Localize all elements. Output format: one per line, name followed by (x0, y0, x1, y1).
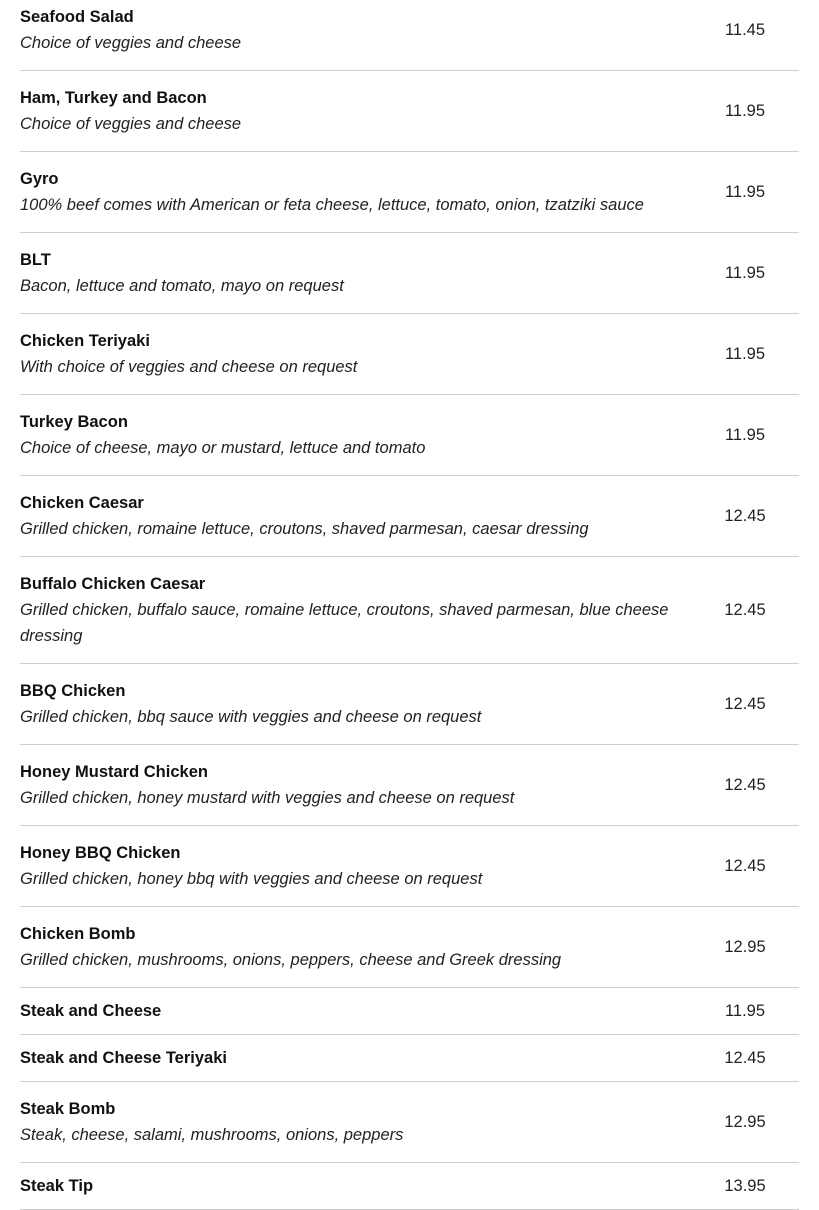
item-name: BLT (20, 251, 51, 269)
menu-list (20, 0, 799, 1210)
item-name: Steak Tip (20, 1177, 94, 1195)
item-name: Turkey Bacon (20, 413, 128, 431)
item-price: 12.95 (724, 938, 766, 956)
menu-item (20, 1082, 799, 1163)
item-description: Bacon, lettuce and tomato, mayo on request (20, 277, 344, 295)
item-price: 12.45 (724, 507, 766, 525)
item-price: 11.95 (724, 426, 766, 444)
item-name: Chicken Bomb (20, 925, 136, 943)
item-price: 11.95 (724, 1002, 766, 1020)
item-name: Chicken Caesar (20, 494, 144, 512)
item-price: 13.95 (724, 1177, 766, 1195)
item-price: 11.95 (724, 102, 766, 120)
menu-item (20, 557, 799, 664)
item-price: 12.95 (724, 1113, 766, 1131)
item-price: 11.95 (724, 183, 766, 201)
menu-item (20, 71, 799, 152)
menu-item (20, 395, 799, 476)
menu-item (20, 476, 799, 557)
menu-item (20, 0, 799, 71)
item-name: Steak and Cheese Teriyaki (20, 1049, 227, 1067)
menu-item (20, 988, 799, 1035)
item-price: 12.45 (724, 695, 766, 713)
item-price: 12.45 (724, 1049, 766, 1067)
item-description: With choice of veggies and cheese on request (20, 358, 358, 376)
menu-item (20, 907, 799, 988)
item-name: Seafood Salad (20, 8, 134, 26)
menu-item (20, 314, 799, 395)
item-description: 100% beef comes with American or feta cheese, lettuce, tomato, onion, tzatziki sauce (20, 196, 644, 214)
item-description: Choice of veggies and cheese (20, 34, 242, 52)
item-name: Buffalo Chicken Caesar (20, 575, 206, 593)
menu-item (20, 152, 799, 233)
item-price: 11.95 (724, 264, 766, 282)
item-description: Grilled chicken, bbq sauce with veggies and cheese on request (20, 708, 482, 726)
item-price: 11.95 (724, 345, 766, 363)
item-name: Ham, Turkey and Bacon (20, 89, 207, 107)
item-name: Honey Mustard Chicken (20, 763, 208, 781)
item-description: Grilled chicken, romaine lettuce, croutons, shaved parmesan, caesar dressing (20, 520, 589, 538)
item-name: Steak and Cheese (20, 1002, 162, 1020)
item-description: Choice of veggies and cheese (20, 115, 242, 133)
item-price: 12.45 (724, 776, 766, 794)
item-price: 12.45 (724, 857, 766, 875)
item-name: Steak Bomb (20, 1100, 116, 1118)
item-description: Grilled chicken, buffalo sauce, romaine lettuce, croutons, shaved parmesan, blue cheese dressing (20, 601, 669, 645)
menu-item (20, 1035, 799, 1082)
item-description: Grilled chicken, mushrooms, onions, peppers, cheese and Greek dressing (20, 951, 562, 969)
item-description: Grilled chicken, honey bbq with veggies and cheese on request (20, 870, 483, 888)
menu-item (20, 1163, 799, 1210)
menu-item (20, 664, 799, 745)
item-description: Steak, cheese, salami, mushrooms, onions, peppers (20, 1126, 404, 1144)
menu-item (20, 745, 799, 826)
item-name: Gyro (20, 170, 59, 188)
item-price: 12.45 (724, 601, 766, 619)
item-name: Honey BBQ Chicken (20, 844, 181, 862)
item-description: Grilled chicken, honey mustard with veggies and cheese on request (20, 789, 515, 807)
menu-item (20, 233, 799, 314)
item-description: Choice of cheese, mayo or mustard, lettuce and tomato (20, 439, 426, 457)
item-price: 11.45 (724, 21, 766, 39)
menu-item (20, 826, 799, 907)
item-name: BBQ Chicken (20, 682, 126, 700)
item-name: Chicken Teriyaki (20, 332, 150, 350)
